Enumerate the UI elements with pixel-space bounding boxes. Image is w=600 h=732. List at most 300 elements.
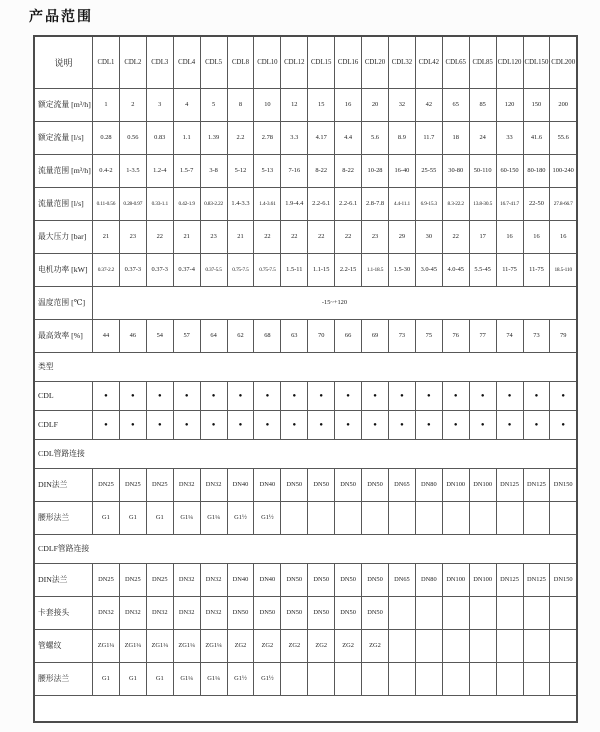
value-cell: 77 [469, 319, 496, 352]
value-cell: DN125 [523, 468, 550, 501]
dot-cell: ● [523, 410, 550, 439]
value-cell: ZG2 [308, 629, 335, 662]
row-label-cell: 最高效率 [%] [34, 319, 93, 352]
header-cell: CDL15 [308, 36, 335, 88]
value-cell: 23 [119, 220, 146, 253]
dot-cell: ● [227, 410, 254, 439]
value-cell: DN25 [146, 468, 173, 501]
value-cell: 10-28 [362, 154, 389, 187]
dot-cell: ● [173, 381, 200, 410]
table-row [34, 187, 577, 220]
value-cell: 30 [415, 220, 442, 253]
value-cell [335, 662, 362, 695]
value-cell [415, 662, 442, 695]
value-cell: 4.4-11.1 [388, 187, 415, 220]
value-cell: 2.78 [254, 121, 281, 154]
value-cell: 1.1-18.5 [362, 253, 389, 286]
value-cell: 16 [550, 220, 577, 253]
value-cell: DN150 [550, 468, 577, 501]
value-cell [469, 501, 496, 534]
value-cell: 21 [173, 220, 200, 253]
value-cell: 22 [281, 220, 308, 253]
row-label-cell: 管螺纹 [34, 629, 93, 662]
header-cell: CDL65 [442, 36, 469, 88]
header-cell: CDL3 [146, 36, 173, 88]
value-cell: G1 [93, 501, 120, 534]
value-cell: DN40 [254, 563, 281, 596]
row-label-cell: 流量范围 [l/s] [34, 187, 93, 220]
value-cell: 0.4-2 [93, 154, 120, 187]
value-cell: DN100 [469, 563, 496, 596]
value-cell: 41.6 [523, 121, 550, 154]
value-cell: 1.1-15 [308, 253, 335, 286]
dot-cell: ● [93, 381, 120, 410]
dot-cell: ● [93, 410, 120, 439]
value-cell: ZG1¼ [146, 629, 173, 662]
header-label-cell: 说明 [34, 36, 93, 88]
dot-cell: ● [388, 381, 415, 410]
table-header-row [34, 36, 577, 88]
value-cell: 60-150 [496, 154, 523, 187]
value-cell: 85 [469, 88, 496, 121]
value-cell: 11-75 [496, 253, 523, 286]
value-cell [308, 662, 335, 695]
value-cell: DN50 [335, 596, 362, 629]
value-cell: 5.5-45 [469, 253, 496, 286]
row-label-cell: 卡套接头 [34, 596, 93, 629]
value-cell: 200 [550, 88, 577, 121]
value-cell: 18.5-110 [550, 253, 577, 286]
value-cell: DN100 [442, 468, 469, 501]
value-cell: DN25 [93, 563, 120, 596]
row-label-cell: 腰形法兰 [34, 662, 93, 695]
value-cell: 13.8-30.5 [469, 187, 496, 220]
value-cell: 0.75-7.5 [227, 253, 254, 286]
value-cell: 1-3.5 [119, 154, 146, 187]
value-cell: 73 [388, 319, 415, 352]
value-cell: 0.83-2.22 [200, 187, 227, 220]
table-row [34, 286, 577, 319]
value-cell: DN65 [388, 563, 415, 596]
dot-cell: ● [227, 381, 254, 410]
value-cell: G1 [146, 662, 173, 695]
value-cell: DN32 [146, 596, 173, 629]
value-cell: DN40 [227, 563, 254, 596]
value-cell: 18 [442, 121, 469, 154]
row-label-cell: 额定流量 [m³/h] [34, 88, 93, 121]
value-cell [281, 662, 308, 695]
value-cell [469, 629, 496, 662]
value-cell: 1.9-4.4 [281, 187, 308, 220]
value-cell: 55.6 [550, 121, 577, 154]
value-cell [523, 501, 550, 534]
value-cell: 3 [146, 88, 173, 121]
value-cell: 22 [308, 220, 335, 253]
table-row [34, 662, 577, 695]
table-row [34, 253, 577, 286]
value-cell: 24 [469, 121, 496, 154]
value-cell [523, 596, 550, 629]
value-cell: 76 [442, 319, 469, 352]
value-cell: 2.2-6.1 [335, 187, 362, 220]
value-cell: 2.2-6.1 [308, 187, 335, 220]
page-title: 产品范围 [29, 9, 93, 25]
dot-cell: ● [200, 381, 227, 410]
value-cell: 3.0-45 [415, 253, 442, 286]
value-cell: 0.37-5.5 [200, 253, 227, 286]
dot-cell: ● [415, 410, 442, 439]
value-cell: DN125 [496, 468, 523, 501]
value-cell: 20 [362, 88, 389, 121]
value-cell: ZG1¼ [93, 629, 120, 662]
value-cell [442, 662, 469, 695]
dot-cell: ● [173, 410, 200, 439]
value-cell: 10 [254, 88, 281, 121]
row-label-cell: 流量范围 [m³/h] [34, 154, 93, 187]
value-cell: DN32 [173, 596, 200, 629]
value-cell: 0.83 [146, 121, 173, 154]
header-cell: CDL85 [469, 36, 496, 88]
value-cell: 8.9 [388, 121, 415, 154]
value-cell: 1.4-3.61 [254, 187, 281, 220]
value-cell [496, 662, 523, 695]
dot-cell: ● [146, 381, 173, 410]
dot-cell: ● [469, 381, 496, 410]
value-cell: 8-22 [308, 154, 335, 187]
value-cell: 62 [227, 319, 254, 352]
table-row [34, 695, 577, 722]
value-cell: ZG2 [281, 629, 308, 662]
dot-cell: ● [119, 381, 146, 410]
table-row [34, 439, 577, 468]
value-cell: 5-12 [227, 154, 254, 187]
row-label-cell: CDLF [34, 410, 93, 439]
dot-cell: ● [308, 410, 335, 439]
header-cell: CDL2 [119, 36, 146, 88]
section-label-cell: 类型 [34, 352, 577, 381]
value-cell: 1.5-7 [173, 154, 200, 187]
value-cell: DN50 [227, 596, 254, 629]
value-cell: 1.1 [173, 121, 200, 154]
value-cell: ZG2 [254, 629, 281, 662]
value-cell: DN50 [281, 563, 308, 596]
row-label-cell: 额定流量 [l/s] [34, 121, 93, 154]
value-cell: 0.42-1.9 [173, 187, 200, 220]
dot-cell: ● [496, 410, 523, 439]
value-cell: 11.7 [415, 121, 442, 154]
value-cell: 74 [496, 319, 523, 352]
value-cell: 4.17 [308, 121, 335, 154]
value-cell: 42 [415, 88, 442, 121]
value-cell: 1.4-3.3 [227, 187, 254, 220]
value-cell: 0.11-0.56 [93, 187, 120, 220]
value-cell: 73 [523, 319, 550, 352]
row-label-cell: 电机功率 [kW] [34, 253, 93, 286]
value-cell: DN50 [308, 563, 335, 596]
value-cell: 0.75-7.5 [254, 253, 281, 286]
value-cell: 25-55 [415, 154, 442, 187]
dot-cell: ● [335, 410, 362, 439]
value-cell: DN40 [254, 468, 281, 501]
value-cell [362, 662, 389, 695]
value-cell [496, 629, 523, 662]
value-cell: DN125 [523, 563, 550, 596]
value-cell: 8-22 [335, 154, 362, 187]
merged-value-cell: -15~+120 [93, 286, 578, 319]
header-cell: CDL8 [227, 36, 254, 88]
value-cell: DN80 [415, 563, 442, 596]
value-cell: 8.3-22.2 [442, 187, 469, 220]
value-cell: 0.37-2.2 [93, 253, 120, 286]
value-cell: 15 [308, 88, 335, 121]
value-cell: G1 [119, 501, 146, 534]
value-cell: 17 [469, 220, 496, 253]
value-cell [415, 629, 442, 662]
value-cell: DN32 [93, 596, 120, 629]
value-cell: DN32 [200, 468, 227, 501]
header-cell: CDL200 [550, 36, 577, 88]
value-cell: G1 [119, 662, 146, 695]
value-cell: 16-40 [388, 154, 415, 187]
table-row [34, 154, 577, 187]
value-cell: 4 [173, 88, 200, 121]
value-cell: 16 [496, 220, 523, 253]
header-cell: CDL16 [335, 36, 362, 88]
value-cell: 66 [335, 319, 362, 352]
header-cell: CDL1 [93, 36, 120, 88]
dot-cell: ● [254, 410, 281, 439]
value-cell: 8 [227, 88, 254, 121]
value-cell: DN50 [362, 468, 389, 501]
dot-cell: ● [388, 410, 415, 439]
value-cell: 2 [119, 88, 146, 121]
value-cell: G1¼ [200, 501, 227, 534]
value-cell: DN25 [146, 563, 173, 596]
value-cell: 2.8-7.8 [362, 187, 389, 220]
header-cell: CDL4 [173, 36, 200, 88]
value-cell: G1½ [254, 662, 281, 695]
value-cell [362, 501, 389, 534]
value-cell: 54 [146, 319, 173, 352]
row-label-cell: CDL [34, 381, 93, 410]
value-cell: 64 [200, 319, 227, 352]
value-cell: 16.7-41.7 [496, 187, 523, 220]
value-cell: G1¼ [200, 662, 227, 695]
dot-cell: ● [442, 410, 469, 439]
row-label-cell: DIN法兰 [34, 468, 93, 501]
row-label-cell: 最大压力 [bar] [34, 220, 93, 253]
value-cell: DN32 [173, 468, 200, 501]
value-cell [442, 629, 469, 662]
empty-cell [34, 695, 577, 722]
value-cell: 5.6 [362, 121, 389, 154]
value-cell [523, 629, 550, 662]
value-cell: 70 [308, 319, 335, 352]
value-cell: 30-80 [442, 154, 469, 187]
value-cell [442, 501, 469, 534]
value-cell: 0.28 [93, 121, 120, 154]
dot-cell: ● [254, 381, 281, 410]
value-cell: 21 [93, 220, 120, 253]
dot-cell: ● [550, 410, 577, 439]
value-cell: G1¼ [173, 662, 200, 695]
section-label-cell: CDLF管路连接 [34, 534, 577, 563]
value-cell: 65 [442, 88, 469, 121]
value-cell: 27.8-66.7 [550, 187, 577, 220]
value-cell: 6.9-15.3 [415, 187, 442, 220]
value-cell [550, 596, 577, 629]
value-cell: 3.3 [281, 121, 308, 154]
value-cell: 1.39 [200, 121, 227, 154]
value-cell: 0.37-4 [173, 253, 200, 286]
dot-cell: ● [469, 410, 496, 439]
value-cell: 21 [227, 220, 254, 253]
value-cell: 80-180 [523, 154, 550, 187]
table-row [34, 534, 577, 563]
value-cell: 57 [173, 319, 200, 352]
value-cell: 7-16 [281, 154, 308, 187]
value-cell: G1 [93, 662, 120, 695]
value-cell: DN50 [335, 563, 362, 596]
table-row [34, 410, 577, 439]
value-cell: DN100 [442, 563, 469, 596]
dot-cell: ● [146, 410, 173, 439]
value-cell: 63 [281, 319, 308, 352]
section-label-cell: CDL管路连接 [34, 439, 577, 468]
value-cell [442, 596, 469, 629]
value-cell: 5 [200, 88, 227, 121]
value-cell: G1¼ [173, 501, 200, 534]
value-cell: 4.4 [335, 121, 362, 154]
header-cell: CDL120 [496, 36, 523, 88]
header-cell: CDL150 [523, 36, 550, 88]
value-cell [388, 501, 415, 534]
value-cell: 29 [388, 220, 415, 253]
dot-cell: ● [523, 381, 550, 410]
value-cell: DN25 [119, 468, 146, 501]
dot-cell: ● [362, 410, 389, 439]
value-cell: DN50 [308, 468, 335, 501]
value-cell: DN32 [200, 596, 227, 629]
value-cell: 1.5-30 [388, 253, 415, 286]
value-cell: ZG2 [362, 629, 389, 662]
value-cell: DN50 [362, 563, 389, 596]
value-cell [523, 662, 550, 695]
table-row [34, 220, 577, 253]
value-cell: DN25 [93, 468, 120, 501]
value-cell: 22-50 [523, 187, 550, 220]
value-cell [415, 596, 442, 629]
table-row [34, 381, 577, 410]
value-cell: DN50 [281, 596, 308, 629]
value-cell: DN32 [119, 596, 146, 629]
value-cell: 33 [496, 121, 523, 154]
product-range-table [33, 35, 578, 723]
value-cell: 100-240 [550, 154, 577, 187]
value-cell: 0.28-0.97 [119, 187, 146, 220]
value-cell: 23 [200, 220, 227, 253]
value-cell [550, 501, 577, 534]
value-cell: ZG2 [227, 629, 254, 662]
dot-cell: ● [200, 410, 227, 439]
value-cell: DN50 [281, 468, 308, 501]
value-cell [415, 501, 442, 534]
value-cell: 0.33-1.1 [146, 187, 173, 220]
value-cell: G1½ [227, 501, 254, 534]
row-label-cell: 腰形法兰 [34, 501, 93, 534]
header-cell: CDL10 [254, 36, 281, 88]
value-cell: ZG1¼ [173, 629, 200, 662]
value-cell: DN50 [308, 596, 335, 629]
table-row [34, 468, 577, 501]
row-label-cell: DIN法兰 [34, 563, 93, 596]
dot-cell: ● [281, 410, 308, 439]
table-row [34, 319, 577, 352]
value-cell: DN32 [200, 563, 227, 596]
value-cell: 2.2 [227, 121, 254, 154]
dot-cell: ● [308, 381, 335, 410]
value-cell: 12 [281, 88, 308, 121]
value-cell: 50-110 [469, 154, 496, 187]
value-cell: ZG1¼ [119, 629, 146, 662]
value-cell: 16 [335, 88, 362, 121]
value-cell [388, 596, 415, 629]
value-cell: 150 [523, 88, 550, 121]
value-cell: 79 [550, 319, 577, 352]
value-cell: DN100 [469, 468, 496, 501]
value-cell: DN50 [254, 596, 281, 629]
value-cell: 0.37-3 [119, 253, 146, 286]
value-cell: 5-13 [254, 154, 281, 187]
header-cell: CDL12 [281, 36, 308, 88]
value-cell [496, 596, 523, 629]
value-cell: DN40 [227, 468, 254, 501]
value-cell [335, 501, 362, 534]
value-cell: 1 [93, 88, 120, 121]
dot-cell: ● [442, 381, 469, 410]
value-cell: 22 [254, 220, 281, 253]
value-cell: 68 [254, 319, 281, 352]
value-cell: DN50 [362, 596, 389, 629]
dot-cell: ● [496, 381, 523, 410]
value-cell: 46 [119, 319, 146, 352]
value-cell [550, 629, 577, 662]
value-cell [388, 629, 415, 662]
value-cell: 22 [442, 220, 469, 253]
value-cell: 22 [146, 220, 173, 253]
header-cell: CDL5 [200, 36, 227, 88]
header-cell: CDL32 [388, 36, 415, 88]
table-row [34, 563, 577, 596]
value-cell [469, 596, 496, 629]
value-cell: 1.5-11 [281, 253, 308, 286]
value-cell [388, 662, 415, 695]
table-row [34, 352, 577, 381]
value-cell: 44 [93, 319, 120, 352]
value-cell: G1½ [254, 501, 281, 534]
value-cell: ZG1¼ [200, 629, 227, 662]
table-row [34, 121, 577, 154]
value-cell: DN32 [173, 563, 200, 596]
dot-cell: ● [550, 381, 577, 410]
value-cell: 3-8 [200, 154, 227, 187]
value-cell: 120 [496, 88, 523, 121]
table-row [34, 88, 577, 121]
dot-cell: ● [415, 381, 442, 410]
table-row [34, 629, 577, 662]
value-cell: 32 [388, 88, 415, 121]
value-cell: 1.2-4 [146, 154, 173, 187]
